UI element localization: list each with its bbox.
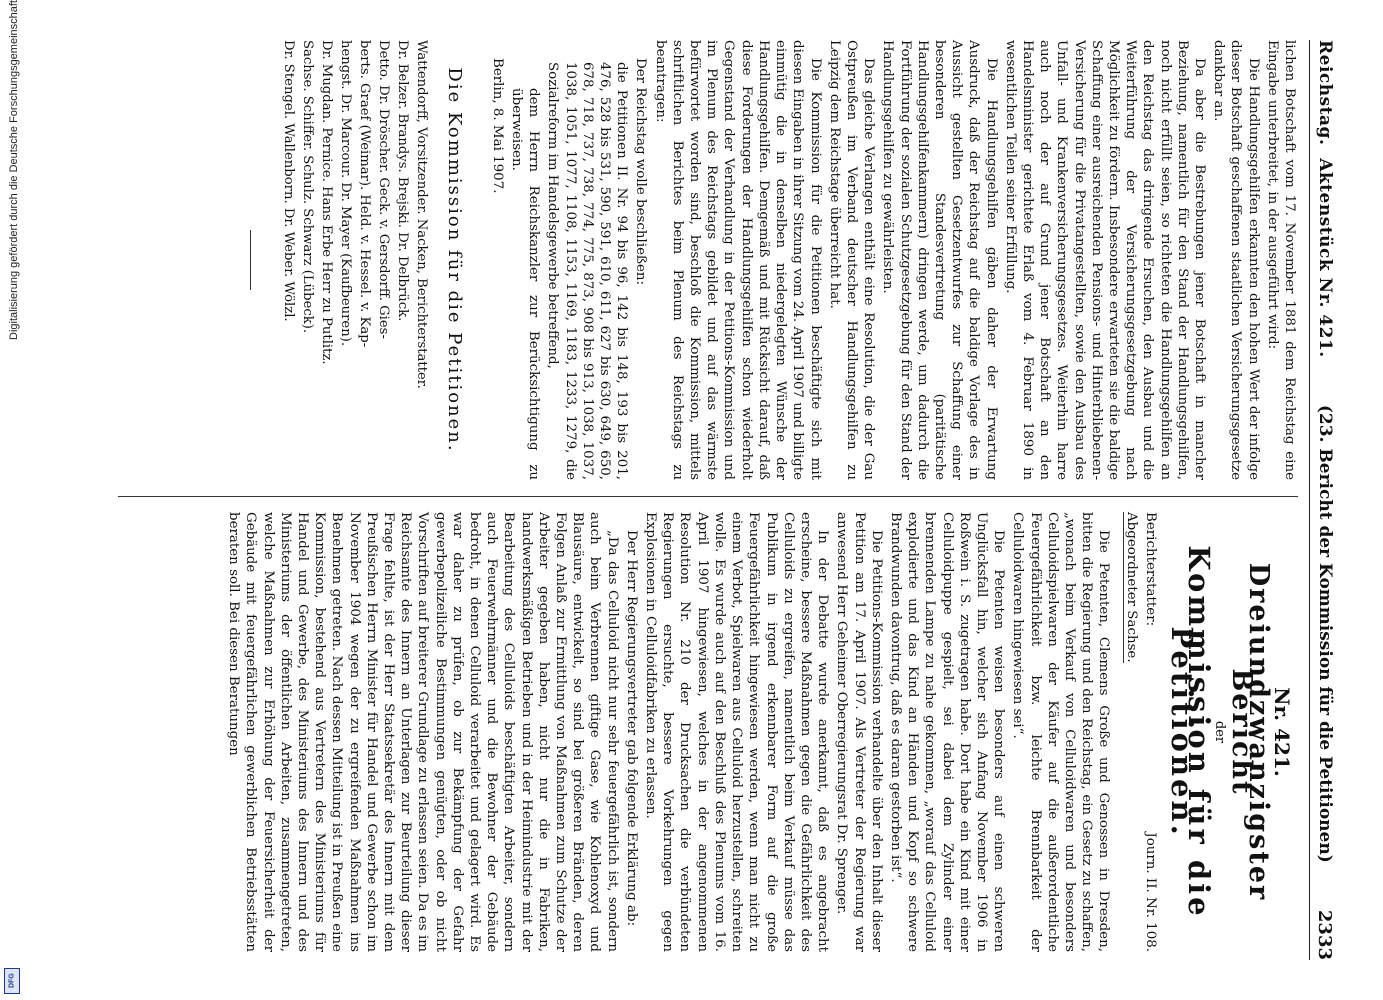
paragraph: lichen Botschaft vom 17. November 1881 dem Reichstag eine Eingabe unterbreitet, in der ausgeführt wird: [1264, 40, 1297, 480]
signature-line: Dr. Belzer. Brandys. Brejski. Dr. Delbrück. [395, 40, 411, 322]
signature-line: hengst. Dr. Marcour. Dr. Mayer (Kaufbeuren). [338, 40, 354, 347]
journal-number: Journ. II. Nr. 108. [1142, 832, 1158, 952]
paragraph: Die Kommission für die Petitionen beschäftigte sich mit diesen Eingaben in ihrer Sitzung vom 24. April 1907 und billigte einmütig die in denselben niedergelegten Wünsche der Handlungsgehilfen. Demgemäß und mit Rücksicht darauf, daß diese Forderungen der Handlungsgehilfen schon wiederholt Gegenstand der Verhandlung in der Petitions-Kommission und im Plenum des Reichstags gebildet und auf das wärmste befürwortet worden sind, beschloß die Kommission, mittels schriftlichen Berichtes beim Plenum des Reichstags zu beantragen: [652, 40, 823, 480]
running-head [1309, 40, 1340, 960]
paragraph: Das gleiche Verlangen enthält eine Resolution, die der Gau Ostpreußen im Verband deutscher Handlungsgehilfen zu Leipzig dem Reichstage überreicht hat. [826, 40, 877, 480]
left-column [250, 40, 1298, 480]
signature-line: Dr. Stengel. Wallenborn. Dr. Weber. Wölzl. [281, 40, 297, 322]
reporter-row [1142, 512, 1159, 952]
document-number: Nr. 421. [1270, 687, 1294, 777]
right-column [223, 512, 1298, 952]
signature-line: Sachse. Schiffer. Schulz. Schwarz (Lübeck). [300, 40, 316, 334]
paragraph: Der Herr Regierungsvertreter gab folgende Erklärung ab: [623, 530, 639, 927]
reporter-label: Berichterstatter: [1142, 512, 1158, 627]
petition-list: die Petitionen II. Nr. 94 bis 96, 142 bis 148, 193 bis 201, 476, 528 bis 531, 590, 591, 610, 611, 627 bis 630, 649, 650, 678, 718, 737, 738, 774, 775, 873, 908 bis 913, 1038, 1037, 1038, 1051, 1077, 1108, 1153, 1169, 1183, 1233, 1279, die Sozialreform im Handelsgewerbe betreffend, [545, 62, 630, 480]
signature-line: Dr. Mugdan. Pernice. Hans Erbe Herr zu Putlitz. [319, 40, 335, 365]
paragraph: In der Debatte wurde anerkannt, daß es angebracht erscheine, bessere Maßnahmen gegen die Gefährlichkeit des Celluloids zu ergreifen, namentlich beim Verkauf müsse das Publikum in irgend erkennbarer Form auf die große Feuergefährlichkeit hingewiesen werden, wenn man nicht zu einem Verbot, Spielwaren aus Celluloid herzustellen, schreiten wolle. Es wurde auch auf den Beschluß des Plenums vom 16. April 1907 hingewiesen, welches in der angenommenen Resolution Nr. 210 der Drucksachen die verbündeten Regierungen ersuchte, bessere Vorkehrungen gegen Explosionen in Celluloidfabriken zu erlassen. [643, 512, 831, 952]
header-reichstag: Reichstag. Aktenstück Nr. 421. [1315, 40, 1335, 358]
paragraph: Die Petenten, Clemens Große und Genossen in Dresden, bitten die Regierung und den Reichstag, ein Gesetz zu schaffen, „wonach beim Verkauf von Celluloidwaren und besonders Celluloidspielwaren der Käufer auf die außerordentliche Feuergefährlichkeit bzw. leichte Brennbarkeit der Celluloidwaren hingewiesen sei“. [1010, 512, 1112, 952]
petition-recommendation: dem Herrn Reichskanzler zur Berücksichtigung zu überweisen. [509, 88, 542, 480]
dateline: Berlin, 8. Mai 1907. [489, 58, 505, 194]
page-number: 2333 [1314, 909, 1336, 960]
signature-line: berts. Graef (Weimar). Held. v. Hessel. v. Kap- [357, 40, 373, 348]
signature-heading: Die Kommission für die Petitionen. [443, 67, 465, 453]
divider [250, 230, 251, 290]
signature-line: Wattendorff, Vorsitzender. Nacken, Berichterstatter. [414, 40, 430, 389]
digitization-credit: Digitalisierung gefördert durch die Deutsche Forschungsgemeinschaft [8, 0, 20, 340]
signature-block [279, 40, 431, 480]
paragraph: Der Reichstag wolle beschließen: [633, 58, 649, 286]
paragraph: Die Handlungsgehilfen erkannten den hohen Wert der infolge dieser Botschaft geschaffenen staatlichen Versicherungsgesetze dankbar an. [1211, 40, 1261, 480]
document-subtitle: Kommission für die Petitionen. [1164, 545, 1217, 919]
signature-line: Detto. Dr. Dröscher. Geck. v. Gersdorff. Gies- [376, 40, 392, 339]
scanned-page [40, 40, 1340, 960]
page-content [40, 40, 1340, 960]
paragraph: Die Petenten weisen besonders auf einen schweren Unglücksfall hin, welcher sich Anfang November 1906 in Roßwein i. S. zugetragen habe. Dort habe ein Kind mit einer Celluloidpuppe gespielt, sei dabei dem Zylinder einer brennenden Lampe zu nahe gekommen, „worauf das Celluloid explodierte und das Kind an Händen und Kopf so schwere Brandwunden davontrug, daß es daran gestorben ist“. [887, 512, 1007, 952]
header-aktenstueck: Aktenstück Nr. 421. [1315, 158, 1335, 358]
reporter-name-row [1122, 512, 1139, 952]
quoted-statement: „Da das Celluloid nicht nur sehr feuergefährlich ist, sondern auch beim Verbrennen giftige Gase, wie Kohlenoxyd und Blausäure, entwickelt, so sind bei größeren Bränden, deren Folgen Anlaß zur Ermittlung von Maßnahmen zum Schutze der Arbeiter gegeben haben, nicht nur die in Fabriken, handwerksmäßigen Betrieben und in der Heimindustrie mit der Bearbeitung des Celluloids beschäftigten Arbeiter, sondern auch Feuerwehrmänner und die Bewohner der Gebäude bedroht, in denen Celluloid verarbeitet und gelagert wird. Es war daher zu prüfen, ob zur Bekämpfung der Gefahr gewerbepolizeiliche Bestimmungen genügten, oder ob nicht Vorschriften auf breiterer Grundlage zu erlassen seien. Da es im Reichsamte des Innern an Unterlagen zur Beurteilung dieser Frage fehlte, ist der Herr Staatssekretär des Innern mit dem Preußischen Herrn Minister für Handel und Gewerbe schon im November 1904 wegen der zu ergreifenden Maßnahmen ins Benehmen getreten. Nach dessen Mitteilung ist in Preußen eine Kommission, bestehend aus Vertretern des Ministeriums für Handel und Gewerbe, des Ministeriums des Innern und des Ministeriums der öffentlichen Arbeiten, zusammengetreten, welche Maßnahmen zur Erhöhung der Feuersicherheit der Gebäude mit feuergefährlichen gewerblichen Betriebsstätten beraten soll. Bei diesen Beratungen [226, 512, 620, 952]
paragraph: Die Handlungsgehilfen gäben daher der Erwartung Ausdruck, daß der Reichstag auf die baldige Vorlage des in Aussicht gestellten Gesetzentwurfes zur Schaffung einer besonderen Standesvertretung (paritätische Handlungsgehilfenkammern) dringen werde, um dadurch die Fortführung der sozialen Schutzgesetzgebung für den Stand der Handlungsgehilfen zu gewährleisten. [880, 40, 999, 480]
header-report-title: (23. Bericht der Kommission für die Petitionen) [1315, 404, 1335, 863]
dfg-logo: DFG [4, 968, 20, 994]
paragraph: Da aber die Bestrebungen jener Botschaft in mancher Beziehung, namentlich für den Stand der Handlungsgehilfen, noch nicht erfüllt seien, so richteten die Handlungsgehilfen an den Reichstag das dringende Ersuchen, den Ausbau und die Weiterführung der Versicherungsgesetzgebung nach Möglichkeit zu fördern. Insbesondere erwarteten sie die baldige Schaffung einer ausreichenden Pensions- und Hinterbliebenen-Versicherung für die Privatangestellten, sowie den Ausbau des Unfall- und Krankenversicherungsgesetzes. Weiterhin harre auch noch der auf Grund jener Botschaft an den Handelsminister gerichtete Erlaß vom 4. Februar 1890 in wesentlichen Teilen seiner Erfüllung. [1002, 40, 1207, 480]
reporter-name: Abgeordneter Sachse. [1123, 512, 1139, 663]
paragraph: Die Petitions-Kommission verhandelte über den Inhalt dieser Petition am 17. April 1907. Als Vertreter der Regierung war anwesend Herr Geheimer Oberregierungsrat Dr. Sprenger. [834, 512, 884, 952]
column-divider [118, 496, 1298, 497]
document-title: Dreiundzwanzigster Bericht [1225, 562, 1274, 902]
document-der: der [1212, 720, 1228, 744]
